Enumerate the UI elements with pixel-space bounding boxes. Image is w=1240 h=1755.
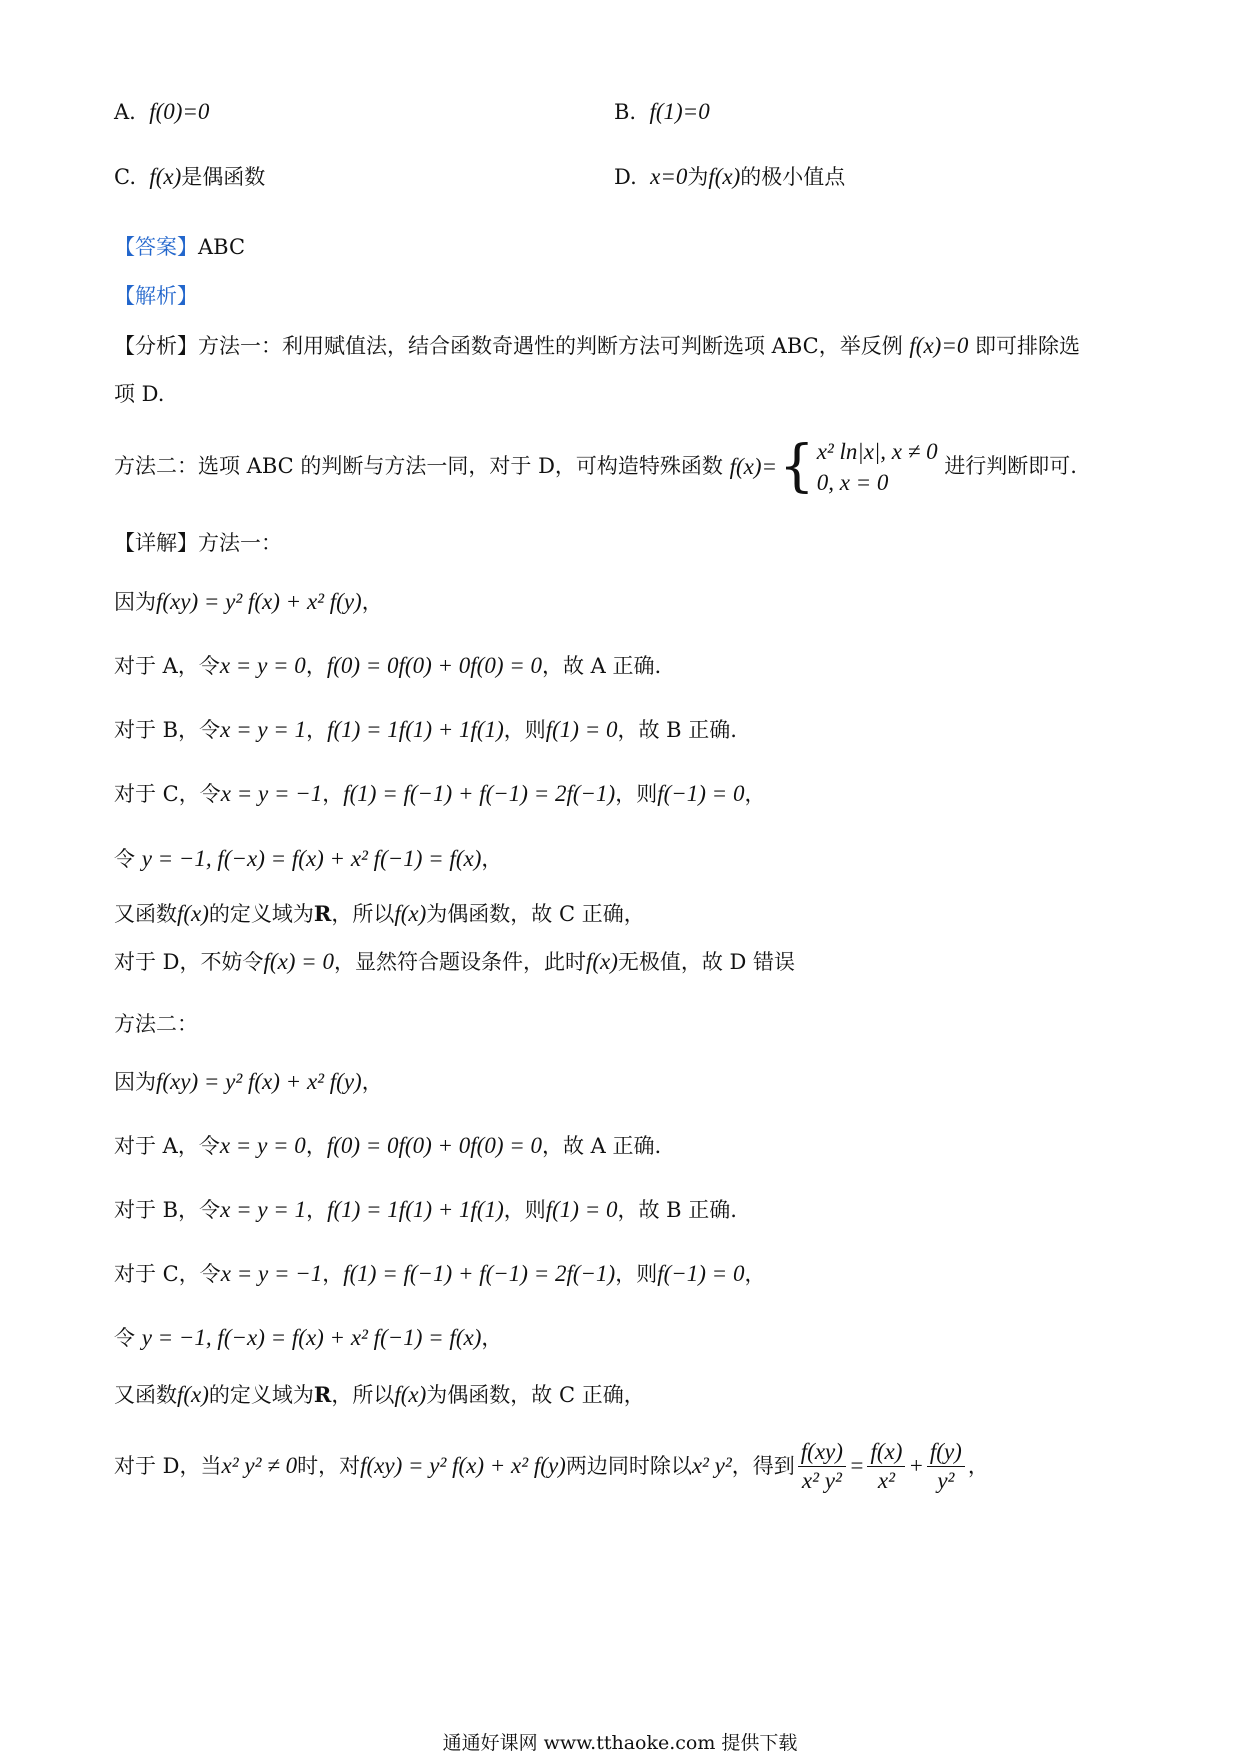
m2-d-mid3: ，得到: [731, 1453, 795, 1478]
m2-d-math2: f(xy) = y² f(x) + x² f(y): [360, 1453, 566, 1479]
m2-b-math1: x = y = 1: [220, 1197, 307, 1222]
m2-c3-mid2: ，所以: [331, 1383, 395, 1407]
fraction-1: [798, 1438, 846, 1494]
m1-b-line: [114, 716, 737, 744]
left-brace-icon: {: [779, 434, 815, 500]
m2-a-sep: ，: [305, 1134, 327, 1158]
m2-a-math2: f(0) = 0f(0) + 0f(0) = 0: [326, 1133, 542, 1158]
method2-intro-line: [114, 436, 1077, 498]
m1-c2-pre: 令: [114, 847, 135, 871]
m1-d-post: 无极值，故 D 错误: [617, 950, 796, 974]
m1-d-math1: f(x) = 0: [263, 949, 334, 974]
m2-c2-math: y = −1, f(−x) = f(x) + x² f(−1) = f(x): [141, 1325, 482, 1350]
m2-c2-post: ，: [481, 1326, 503, 1350]
m2-c-line2: [114, 1324, 502, 1352]
equals-sign: =: [848, 1453, 865, 1479]
answer-line: [114, 235, 245, 260]
option-d-text1: 为: [687, 165, 709, 189]
option-b: [614, 98, 710, 126]
m1-d-mid: ，显然符合题设条件，此时: [333, 950, 586, 974]
fenxi-tag: 【分析】: [114, 334, 198, 358]
m2-given-post: ，: [361, 1070, 383, 1094]
m1-c1-post: ，: [744, 782, 766, 806]
m1-c3-post: 为偶函数，故 C 正确，: [426, 902, 645, 926]
fraction-1-den: x² y²: [801, 1467, 842, 1493]
m1-c3-math2: f(x): [394, 901, 427, 926]
m2-d-line: [114, 1438, 989, 1494]
analysis-tag-line: [114, 284, 198, 309]
fraction-1-num: f(xy): [798, 1438, 846, 1467]
option-b-label: B.: [614, 100, 637, 124]
m1-c1-mid: ，则: [615, 782, 658, 806]
option-b-text: f(1)=0: [649, 99, 710, 124]
detail-tag: 【详解】: [114, 531, 198, 555]
m2-a-post: ，故 A 正确.: [542, 1134, 662, 1158]
m1-c1-math1: x = y = −1: [220, 781, 323, 806]
m2-a-pre: 对于 A，令: [114, 1134, 220, 1158]
fenxi-math: f(x)=0: [909, 333, 969, 358]
m2-d-mid1: 时，对: [297, 1453, 361, 1478]
m2-d-math3: x² y²: [691, 1453, 732, 1479]
option-a-text: f(0)=0: [149, 99, 210, 124]
option-c-label: C.: [114, 165, 136, 189]
m1-b-math3: f(1) = 0: [545, 717, 618, 742]
m1-c3-pre: 又函数: [114, 902, 177, 926]
m1-b-pre: 对于 B，令: [114, 718, 221, 742]
m1-c1-sep: ，: [322, 782, 344, 806]
m1-c-line1: [114, 780, 765, 808]
m2-d-mid2: 两边同时除以: [565, 1453, 692, 1478]
m1-c3-mid1: 的定义域为: [208, 902, 314, 926]
m1-d-line: [114, 948, 795, 976]
m2-a-math1: x = y = 0: [219, 1133, 306, 1158]
m1-b-math1: x = y = 1: [220, 717, 307, 742]
m1-b-post: ，故 B 正确.: [617, 718, 737, 742]
m1-given-pre: 因为: [114, 590, 156, 614]
option-c: [114, 163, 265, 191]
piecewise-cases: [817, 436, 938, 498]
m1-d-math2: f(x): [585, 949, 618, 974]
method2-intro-text1: 方法二：选项 ABC 的判断与方法一同，对于 D，可构造特殊函数: [114, 454, 723, 479]
m2-c1-math3: f(−1) = 0: [657, 1261, 745, 1286]
m2-c3-math2: f(x): [394, 1382, 427, 1407]
m1-c1-math3: f(−1) = 0: [657, 781, 745, 806]
m1-a-math2: f(0) = 0f(0) + 0f(0) = 0: [326, 653, 542, 678]
m2-c3-pre: 又函数: [114, 1383, 177, 1407]
option-d-label: D.: [614, 165, 637, 189]
method2-intro-text2: 进行判断即可.: [944, 454, 1077, 479]
page-footer: 通通好课网 www.tthaoke.com 提供下载: [442, 1732, 798, 1754]
m2-b-math2: f(1) = 1f(1) + 1f(1): [327, 1197, 504, 1222]
m1-b-mid: ，则: [503, 718, 546, 742]
m1-a-pre: 对于 A，令: [114, 654, 220, 678]
m2-c3-r: R: [313, 1382, 332, 1407]
option-d: [614, 163, 845, 191]
m2-b-line: [114, 1196, 737, 1224]
option-d-math2: f(x): [708, 164, 741, 189]
m1-d-pre: 对于 D，不妨令: [114, 950, 264, 974]
m1-a-sep: ，: [305, 654, 327, 678]
m2-d-math1: x² y² ≠ 0: [221, 1453, 298, 1479]
piecewise-case1: x² ln|x|, x ≠ 0: [816, 439, 938, 464]
m1-c3-mid2: ，所以: [331, 902, 395, 926]
option-c-text: 是偶函数: [181, 165, 266, 189]
m2-given-pre: 因为: [114, 1070, 156, 1094]
fraction-3-num: f(y): [927, 1438, 965, 1467]
fraction-3: [927, 1438, 965, 1494]
m2-c1-post: ，: [744, 1262, 766, 1286]
m2-a-line: [114, 1132, 661, 1160]
fenxi-text1: 方法一：利用赋值法，结合函数奇遇性的判断方法可判断选项 ABC，举反例: [198, 334, 903, 358]
m2-d-post: ，: [967, 1453, 989, 1478]
m2-b-post: ，故 B 正确.: [617, 1198, 737, 1222]
option-d-text2: 的极小值点: [740, 165, 846, 189]
m1-c-line2: [114, 845, 502, 873]
option-d-math1: x=0: [650, 164, 688, 189]
plus-sign: +: [908, 1453, 924, 1479]
m2-c-line3: [114, 1381, 645, 1409]
m2-c1-math2: f(1) = f(−1) + f(−1) = 2f(−1): [343, 1261, 616, 1286]
m1-a-math1: x = y = 0: [219, 653, 306, 678]
m1-b-math2: f(1) = 1f(1) + 1f(1): [327, 717, 504, 742]
m2-given: [114, 1068, 383, 1096]
m2-b-math3: f(1) = 0: [545, 1197, 618, 1222]
fraction-2-den: x²: [877, 1467, 895, 1493]
m2-title-text: 方法二：: [114, 1012, 198, 1036]
fraction-2-num: f(x): [867, 1438, 905, 1467]
answer-tag: 【答案】: [114, 235, 198, 259]
m2-b-sep: ，: [306, 1198, 328, 1222]
m2-c3-post: 为偶函数，故 C 正确，: [426, 1383, 645, 1407]
m1-c2-math: y = −1, f(−x) = f(x) + x² f(−1) = f(x): [141, 846, 482, 871]
m2-b-mid: ，则: [503, 1198, 546, 1222]
m1-c3-r: R: [313, 901, 332, 926]
analysis-tag: 【解析】: [114, 284, 198, 308]
m2-c1-math1: x = y = −1: [220, 1261, 323, 1286]
m1-c1-math2: f(1) = f(−1) + f(−1) = 2f(−1): [343, 781, 616, 806]
m1-a-line: [114, 652, 661, 680]
m1-b-sep: ，: [306, 718, 328, 742]
answer-value: ABC: [198, 235, 246, 259]
m2-c-line1: [114, 1260, 765, 1288]
m2-c3-mid1: 的定义域为: [208, 1383, 314, 1407]
m2-c3-math1: f(x): [177, 1382, 209, 1407]
m2-b-pre: 对于 B，令: [114, 1198, 221, 1222]
fenxi-line2: [114, 382, 164, 407]
m2-given-math: f(xy) = y² f(x) + x² f(y): [156, 1069, 362, 1094]
detail-line: [114, 531, 282, 556]
m2-d-pre: 对于 D，当: [114, 1453, 222, 1478]
m1-a-post: ，故 A 正确.: [542, 654, 662, 678]
piecewise-case2: 0, x = 0: [816, 470, 889, 496]
fenxi-line1: [114, 332, 1080, 360]
fraction-2: [867, 1438, 905, 1494]
m2-c1-mid: ，则: [615, 1262, 658, 1286]
piecewise-fx: f(x)=: [729, 454, 778, 480]
m1-given: [114, 588, 383, 616]
m2-c1-pre: 对于 C，令: [114, 1262, 221, 1286]
m1-c1-pre: 对于 C，令: [114, 782, 221, 806]
m1-given-math: f(xy) = y² f(x) + x² f(y): [156, 589, 362, 614]
m1-given-post: ，: [361, 590, 383, 614]
fraction-3-den: y²: [937, 1467, 955, 1493]
m1-c2-post: ，: [481, 847, 503, 871]
m2-title: [114, 1012, 198, 1037]
detail-text: 方法一：: [198, 531, 282, 555]
option-c-math: f(x): [149, 164, 182, 189]
fenxi-text3: 项 D.: [114, 382, 165, 406]
fenxi-text2: 即可排除选: [975, 334, 1081, 358]
m1-c-line3: [114, 900, 645, 928]
option-a: [114, 98, 209, 126]
option-a-label: A.: [114, 100, 136, 124]
m1-c3-math1: f(x): [177, 901, 209, 926]
m2-c2-pre: 令: [114, 1326, 135, 1350]
m2-c1-sep: ，: [322, 1262, 344, 1286]
